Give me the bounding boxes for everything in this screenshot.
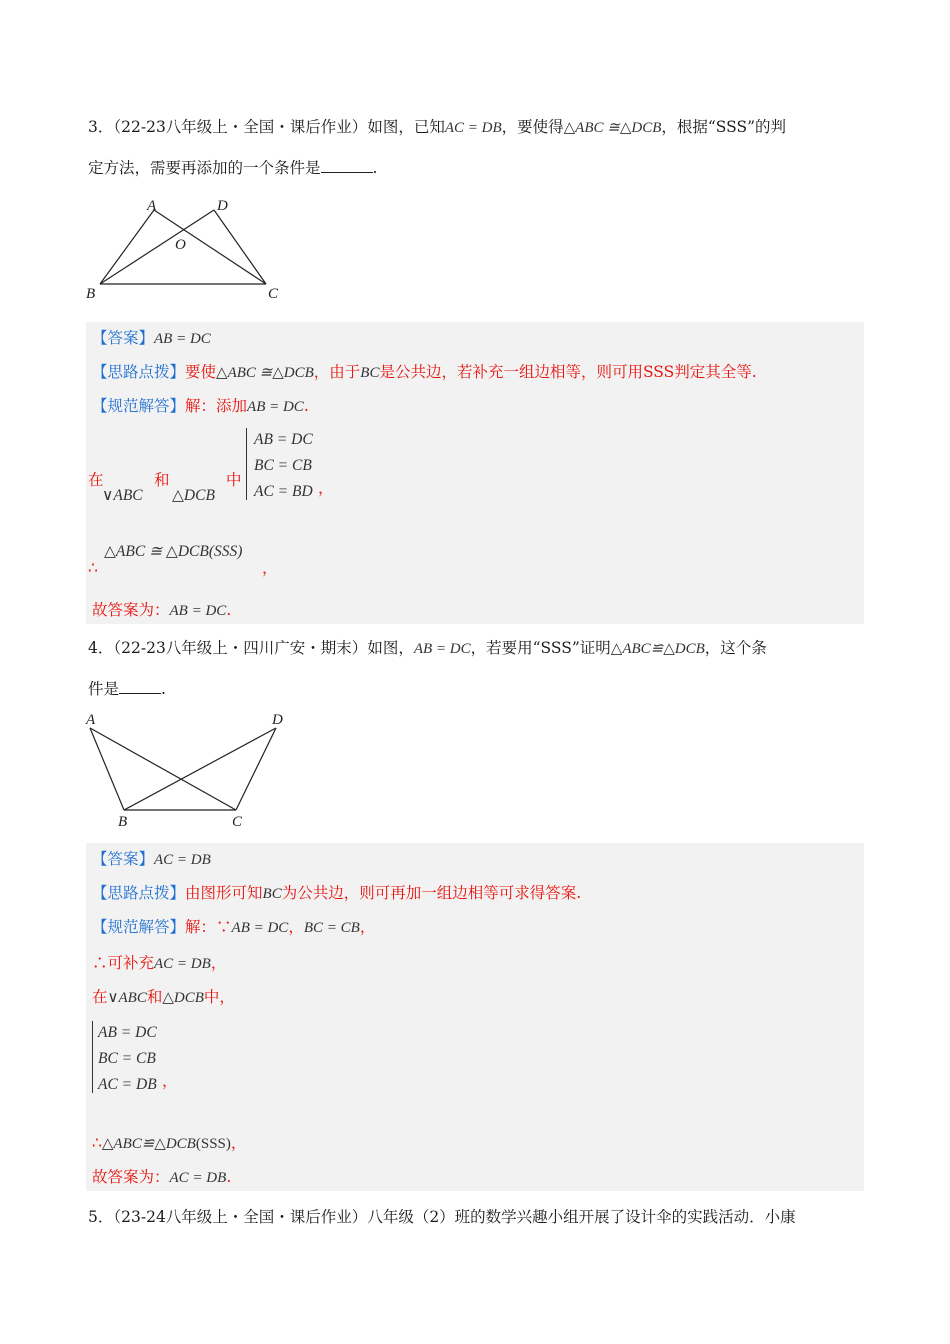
q4-line2: [88, 679, 166, 699]
q4-figure: [80, 708, 300, 832]
solution-text: .: [303, 397, 309, 415]
q4-system-comma: ，: [162, 1072, 178, 1090]
q3-line1: [88, 117, 786, 138]
q3-math-ac-db: AC = DB: [444, 120, 502, 136]
q4-seg-cd: [236, 728, 276, 810]
hint-text: 为公共边，则可再加一组边相等可求得答案.: [281, 884, 582, 902]
q4-solution-line: [92, 917, 375, 938]
q4-in-line: [92, 987, 235, 1008]
q3-conclusion: △ABC ≅ △DCB(SSS): [104, 543, 243, 560]
q3-system-eq1: AB = DC: [254, 431, 313, 448]
solution-text: ∴可补充: [92, 954, 155, 972]
q4-system-brace: [92, 1021, 93, 1093]
solution-math: AB = DC: [247, 399, 304, 415]
q3-conclusion-comma: ，: [262, 559, 278, 577]
therefore-symbol: ∴: [92, 1134, 102, 1152]
hint-math: BC: [360, 365, 380, 381]
q3-mid-label: 中: [226, 471, 242, 489]
q3-solution-line: [92, 396, 309, 417]
q3-label-o: O: [175, 237, 186, 253]
q3-answer-blank: [321, 158, 373, 173]
q3-triangle-abc: ∨ABC: [102, 487, 143, 504]
q3-final-line: [92, 600, 231, 621]
q3-text: 定方法，需要再添加的一个条件是: [88, 159, 321, 177]
hint-math: BC: [262, 886, 282, 902]
solution-text: ，: [359, 918, 376, 936]
answer-tag: 【答案】: [92, 850, 155, 868]
q4-text: 如图，: [367, 639, 414, 657]
q4-math-congruence: △ABC≌△DCB: [610, 641, 705, 657]
solution-text: ，: [288, 918, 304, 936]
q4-conclusion-line: [92, 1133, 246, 1154]
q4-label-b: B: [118, 814, 128, 830]
q4-answer-value: AC = DB: [154, 852, 211, 868]
q3-label-c: C: [268, 286, 279, 302]
q4-label-c: C: [232, 814, 243, 830]
q5-number: 5．: [88, 1208, 114, 1226]
q4-answer-box: [86, 843, 864, 1191]
solution-text: 解：添加: [185, 397, 248, 415]
solution-tag: 【规范解答】: [92, 397, 186, 415]
q4-source: （22-23八年级上・四川广安・期末）: [113, 639, 368, 657]
solution-tag: 【规范解答】: [92, 918, 186, 936]
q3-system-comma: ，: [318, 479, 334, 497]
solution-math: AB = DC: [231, 920, 289, 936]
answer-tag: 【答案】: [92, 329, 155, 347]
q4-text: ，若要用“SSS”证明: [470, 639, 611, 657]
q4-math-ab-dc: AB = DC: [413, 641, 471, 657]
q3-system-brace: [246, 428, 247, 500]
final-math: AB = DC: [169, 603, 227, 619]
q4-number: 4．: [88, 639, 114, 657]
q3-line2: [88, 158, 377, 178]
q3-seg-bd: [100, 210, 214, 284]
q4-text: 件是: [88, 680, 120, 698]
solution-math: ∨ABC: [107, 990, 147, 1006]
solution-text: 和: [146, 988, 163, 1006]
solution-math: AC = DB: [154, 956, 211, 972]
q4-answer-line: [92, 849, 211, 870]
q3-hint-line: [92, 362, 757, 383]
q3-number: 3．: [88, 118, 114, 136]
q3-system-eq3: AC = BD: [254, 483, 313, 500]
solution-math: △DCB: [162, 990, 204, 1006]
q3-text: 如图，已知: [367, 118, 445, 136]
q3-answer-line: [92, 328, 211, 349]
final-text: .: [226, 1168, 232, 1186]
solution-math: BC = CB: [303, 920, 360, 936]
final-text: 故答案为：: [92, 601, 170, 619]
q4-label-a: A: [86, 712, 96, 728]
hint-text: 要使: [185, 363, 217, 381]
q3-text: ，根据“SSS”的判: [661, 118, 787, 136]
q4-label-d: D: [272, 712, 283, 728]
hint-text: 由图形可知: [185, 884, 263, 902]
q5-line1: [88, 1207, 796, 1227]
solution-text: ，: [230, 1134, 247, 1152]
q4-supplement-line: [92, 953, 226, 974]
final-text: 故答案为：: [92, 1168, 170, 1186]
hint-tag: 【思路点拨】: [92, 884, 186, 902]
hint-text: 是公共边，若补充一组边相等，则可用SSS判定其全等.: [379, 363, 757, 381]
q3-figure: [80, 192, 300, 304]
hint-math: △ABC ≅△DCB: [216, 365, 314, 381]
q4-seg-bd: [124, 728, 276, 810]
q4-conclusion-sss: (SSS): [195, 1136, 231, 1152]
final-text: .: [226, 601, 232, 619]
q4-line1: [88, 638, 767, 659]
q3-period: .: [372, 159, 378, 177]
q3-seg-dc: [214, 210, 266, 284]
q4-seg-ac: [90, 728, 236, 810]
q4-period: .: [161, 680, 166, 698]
q4-text: ，这个条: [704, 639, 767, 657]
q4-seg-ab: [90, 728, 124, 810]
q3-seg-ba: [100, 210, 154, 284]
q3-text: ，要使得: [501, 118, 564, 136]
q3-and-label: 和: [154, 471, 170, 489]
q5-text: 八年级（2）班的数学兴趣小组开展了设计伞的实践活动．小康: [367, 1208, 796, 1226]
hint-tag: 【思路点拨】: [92, 363, 186, 381]
q3-in-label: 在: [88, 471, 104, 489]
q4-system-eq3: AC = DB: [98, 1076, 157, 1093]
q3-label-a: A: [147, 198, 157, 214]
q4-system-eq1: AB = DC: [98, 1024, 157, 1041]
solution-text: 中，: [203, 988, 235, 1006]
q3-math-congruence: △ABC ≅△DCB: [563, 120, 662, 136]
solution-text: 在: [92, 988, 108, 1006]
q3-seg-ac: [154, 210, 266, 284]
solution-text: ，: [210, 954, 227, 972]
q4-conclusion: △ABC≌△DCB: [101, 1136, 196, 1152]
q4-final-line: [92, 1167, 231, 1188]
q3-system-eq2: BC = CB: [254, 457, 312, 474]
final-math: AC = DB: [169, 1170, 227, 1186]
q4-system-eq2: BC = CB: [98, 1050, 156, 1067]
q3-triangle-dcb: △DCB: [172, 487, 215, 504]
q3-label-b: B: [86, 286, 96, 302]
solution-text: 解：∵: [185, 918, 232, 936]
q3-answer-value: AB = DC: [154, 331, 211, 347]
q3-answer-box: [86, 322, 864, 624]
q5-source: （23-24八年级上・全国・课后作业）: [113, 1208, 368, 1226]
q3-source: （22-23八年级上・全国・课后作业）: [113, 118, 368, 136]
q3-label-d: D: [217, 198, 228, 214]
q4-answer-blank: [119, 679, 161, 694]
hint-text: ，由于: [313, 363, 361, 381]
q4-hint-line: [92, 883, 581, 904]
q3-therefore: ∴: [88, 559, 98, 577]
